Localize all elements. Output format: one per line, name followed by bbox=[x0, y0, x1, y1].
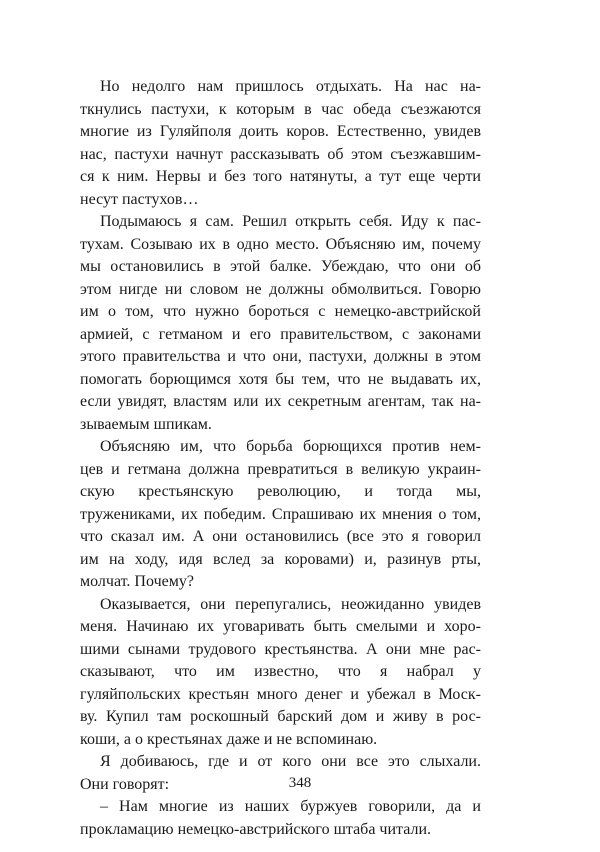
text-line: Я добиваюсь, где и от кого они все это слыхали. bbox=[100, 753, 481, 770]
text-line: Объясняю им, что борьба борющихся против нем- bbox=[100, 438, 481, 455]
page-number: 348 bbox=[288, 775, 312, 791]
text-line: тружениками, их победим. Спрашиваю их мнения о том, bbox=[80, 505, 481, 523]
text-line: помогать борющимся хотя бы тем, что не выдавать их, bbox=[80, 370, 481, 388]
text-line: – Нам многие из наших буржуев говорили, да и bbox=[100, 798, 481, 815]
paragraph bbox=[80, 594, 481, 752]
page-text bbox=[80, 76, 481, 841]
text-line: Они говорят: bbox=[80, 775, 170, 793]
text-line: сказывают, что им известно, что я набрал у bbox=[80, 663, 481, 680]
text-line: тухам. Созываю их в одно место. Объясняю им, почему bbox=[80, 235, 481, 253]
text-line: мы остановились в этой балке. Убеждаю, что они об bbox=[80, 258, 481, 275]
text-line: ся к ним. Нервы и без того натянуты, а тут еще черти bbox=[80, 168, 481, 185]
text-line: что сказал им. А они остановились (все это я говорил bbox=[80, 528, 481, 545]
paragraph bbox=[80, 211, 481, 436]
text-line: армией, с гетманом и его правительством, с законами bbox=[80, 325, 481, 343]
text-line: им о том, что нужно бороться с немецко-австрийской bbox=[80, 303, 481, 320]
text-line: меня. Начинаю их уговаривать быть смелыми и хоро- bbox=[80, 618, 481, 635]
text-line: Подымаюсь я сам. Решил открыть себя. Иду к пас- bbox=[100, 213, 481, 230]
text-line: коши, а о крестьянах даже и не вспоминаю. bbox=[80, 730, 378, 748]
text-line: ткнулись пастухи, к которым в час обеда съезжаются bbox=[80, 100, 481, 118]
text-line: если увидят, властям или их секретным агентам, так на- bbox=[80, 393, 481, 410]
text-line: скую крестьянскую революцию, и тогда мы, bbox=[80, 483, 481, 500]
text-line: этого правительства и что они, пастухи, должны в этом bbox=[80, 348, 481, 365]
text-line: цев и гетмана должна превратиться в великую украин- bbox=[80, 460, 481, 478]
text-line: прокламацию немецко-австрийского штаба читали. bbox=[80, 820, 431, 838]
text-line: этом нигде ни словом не должны обмолвиться. Говорю bbox=[80, 280, 481, 298]
text-line: им на ходу, идя вслед за коровами) и, разинув рты, bbox=[80, 550, 481, 568]
text-line: гуляйпольских крестьян много денег и убежал в Моск- bbox=[80, 685, 481, 703]
text-line: зываемым шпикам. bbox=[80, 415, 212, 433]
text-line: ву. Купил там роскошный барский дом и живу в рос- bbox=[80, 708, 481, 725]
paragraph bbox=[80, 796, 481, 841]
text-line: Но недолго нам пришлось отдыхать. На нас на- bbox=[100, 78, 481, 95]
paragraph bbox=[80, 76, 481, 211]
text-line: Оказывается, они перепугались, неожиданно увидев bbox=[100, 595, 481, 613]
text-line: нас, пастухи начнут рассказывать об этом съезжавшим- bbox=[80, 145, 481, 163]
text-line: шими сынами трудового крестьянства. А они мне рас- bbox=[80, 640, 481, 658]
text-line: многие из Гуляйполя доить коров. Естественно, увидев bbox=[80, 123, 481, 140]
text-line: молчат. Почему? bbox=[80, 573, 194, 590]
paragraph bbox=[80, 436, 481, 594]
text-line: несут пастухов… bbox=[80, 190, 199, 208]
